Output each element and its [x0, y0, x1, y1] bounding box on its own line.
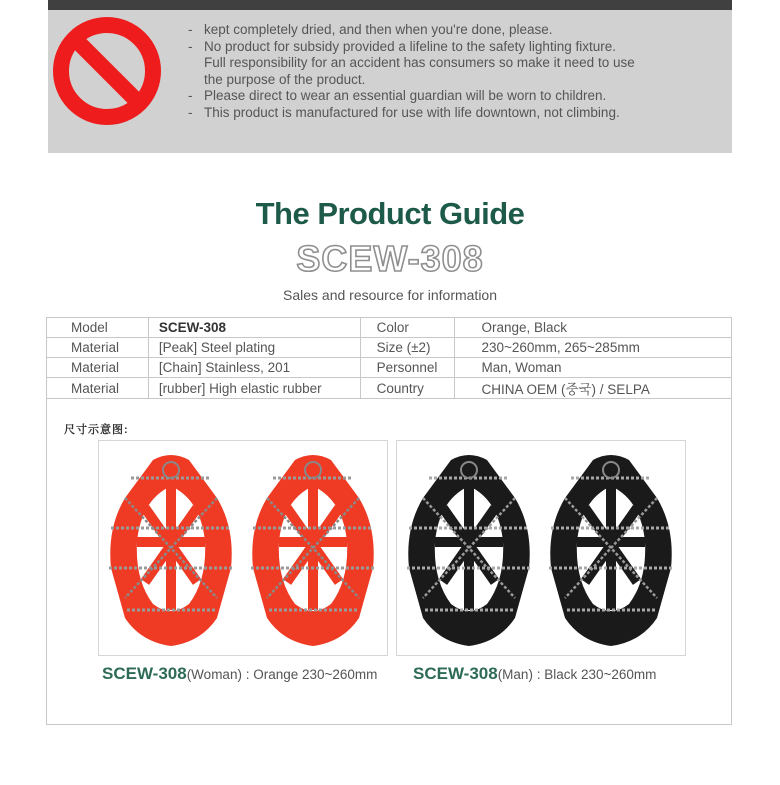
spec-value: Orange, Black	[455, 318, 732, 338]
warning-list	[188, 22, 635, 121]
prohibition-icon	[52, 16, 162, 126]
caption-model: SCEW-308	[413, 664, 498, 683]
guide-subtitle: Sales and resource for information	[283, 287, 497, 303]
spec-value: Man, Woman	[455, 358, 732, 378]
spec-value: 230~260mm, 265~285mm	[455, 338, 732, 358]
spec-label: Color	[360, 318, 455, 338]
table-row	[47, 318, 732, 338]
warning-line: - This product is manufactured for use with life downtown, not climbing.	[188, 104, 620, 120]
spec-label: Size (±2)	[360, 338, 455, 358]
table-row	[47, 378, 732, 399]
spec-label: Country	[360, 378, 455, 399]
warning-line: - No product for subsidy provided a lifeline to the safety lighting fixture.	[188, 38, 616, 54]
table-row	[47, 358, 732, 378]
caption-desc: (Woman) : Orange 230~260mm	[186, 667, 378, 682]
caption-desc: (Man) : Black 230~260mm	[497, 667, 657, 682]
black-crampon-image	[396, 440, 686, 656]
spec-label: Material	[47, 358, 149, 378]
spec-value: [Chain] Stainless, 201	[148, 358, 360, 378]
warning-line: Full responsibility for an accident has consumers so make it need to use	[204, 55, 635, 70]
spec-label: Personnel	[360, 358, 455, 378]
table-row	[47, 338, 732, 358]
warning-line: - Please direct to wear an essential guardian will be worn to children.	[188, 88, 607, 103]
spec-value: SCEW-308	[148, 318, 360, 338]
caption-model: SCEW-308	[102, 664, 187, 683]
spec-label: Material	[47, 378, 149, 399]
spec-label: Material	[47, 338, 149, 358]
guide-title: The Product Guide	[255, 196, 525, 231]
top-dark-bar	[48, 0, 732, 10]
size-diagram-label: 尺寸示意图:	[64, 424, 129, 436]
warning-line: - kept completely dried, and then when you're done, please.	[188, 22, 553, 37]
model-heading: SCEW-308	[296, 238, 484, 279]
spec-value: CHINA OEM (중국) / SELPA	[455, 378, 732, 399]
spec-value: [rubber] High elastic rubber	[148, 378, 360, 399]
spec-label: Model	[47, 318, 149, 338]
spec-table	[46, 317, 732, 399]
product-caption-man	[413, 664, 656, 684]
warning-line: the purpose of the product.	[204, 71, 366, 87]
spec-value: [Peak] Steel plating	[148, 338, 360, 358]
orange-crampon-image	[98, 440, 388, 656]
product-caption-woman	[102, 664, 377, 684]
